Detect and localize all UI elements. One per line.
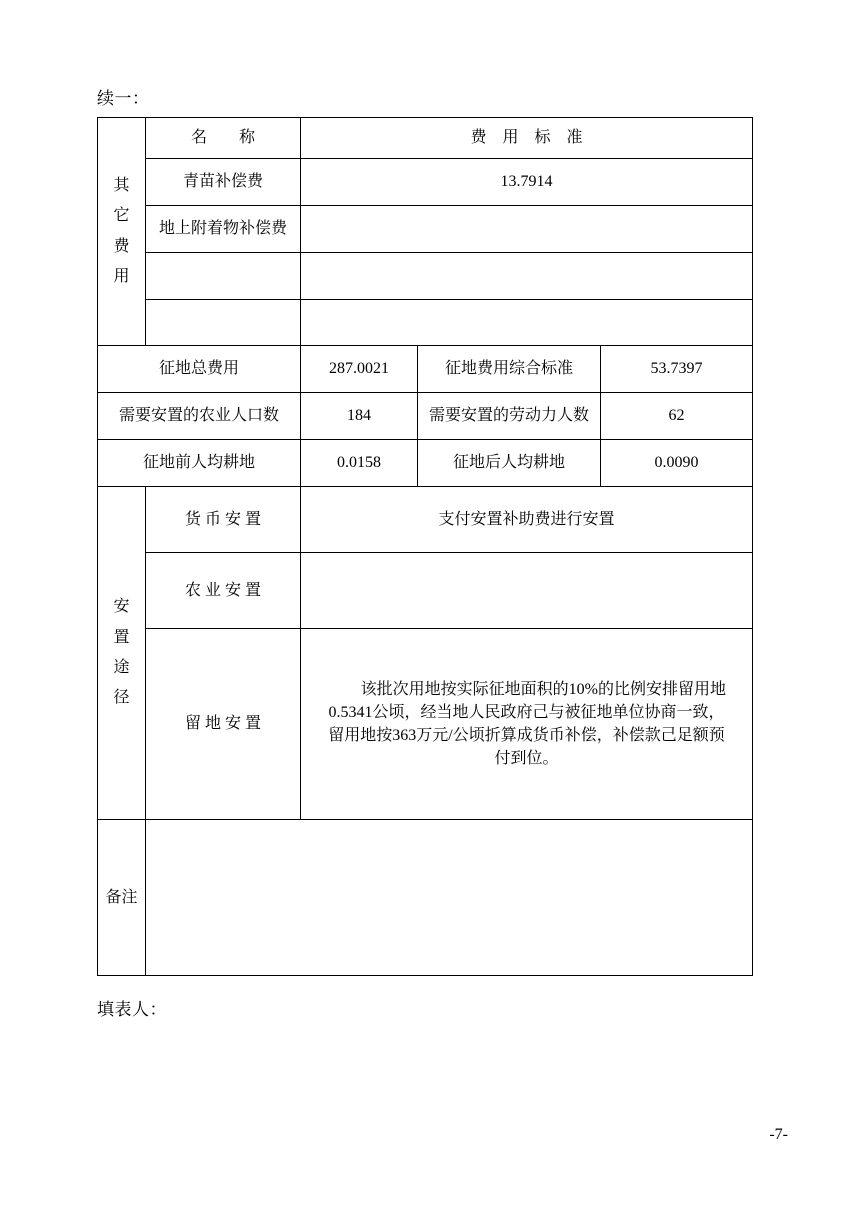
resettlement-row (98, 629, 753, 820)
resettlement-label-char-1: 安 (113, 598, 130, 616)
other-fees-row-label (98, 118, 146, 346)
summary-value-right: 53.7397 (601, 346, 753, 393)
resettlement-row-label (98, 487, 146, 820)
summary-value-right: 0.0090 (601, 440, 753, 487)
summary-label-right: 需要安置的劳动力人数 (418, 393, 601, 440)
resettlement-method-content (301, 629, 753, 820)
fee-name-cell (146, 300, 301, 346)
form-filler-label: 填表人： (97, 1000, 167, 1019)
resettlement-method-label: 农 业 安 置 (146, 553, 301, 629)
remarks-row (98, 820, 753, 976)
fee-name-cell (146, 253, 301, 300)
summary-label-left: 征地总费用 (98, 346, 301, 393)
paragraph-line-3: 留用地按363万元/公顷折算成货币补偿，补偿款己足额预 (328, 727, 725, 744)
summary-value-left: 184 (301, 393, 418, 440)
other-fees-row (98, 159, 753, 206)
summary-value-left: 287.0021 (301, 346, 418, 393)
remarks-content (146, 820, 753, 976)
resettlement-method-content (301, 553, 753, 629)
fee-standard-cell (301, 253, 753, 300)
other-fees-label-char-4: 用 (113, 267, 130, 285)
resettlement-method-content: 支付安置补助费进行安置 (301, 487, 753, 553)
other-fees-label-char-1: 其 (113, 176, 130, 194)
other-fees-label-char-2: 它 (113, 207, 130, 225)
resettlement-label-char-2: 置 (113, 628, 130, 646)
summary-label-right: 征地费用综合标准 (418, 346, 601, 393)
resettlement-method-label: 货 币 安 置 (146, 487, 301, 553)
resettlement-label-char-3: 途 (113, 659, 130, 676)
paragraph-line-4: 付到位。 (494, 750, 559, 768)
fee-standard-cell: 13.7914 (301, 159, 753, 206)
other-fees-header-row (98, 118, 753, 159)
fee-standard-cell (301, 300, 753, 346)
other-fees-name-column-header: 名 称 (146, 118, 301, 159)
other-fees-row (98, 253, 753, 300)
paragraph-line-2: 0.5341公顷，经当地人民政府己与被征地单位协商一致， (328, 703, 725, 721)
land-requisition-form-table (97, 117, 753, 976)
remarks-label: 备注 (98, 820, 146, 976)
resettlement-row (98, 487, 753, 553)
paragraph-line-1: 该批次用地按实际征地面积的10%的比例安排留用地 (360, 680, 726, 698)
fee-name-cell: 地上附着物补偿费 (146, 206, 301, 253)
summary-value-right: 62 (601, 393, 753, 440)
land-reserve-paragraph (301, 678, 752, 771)
other-fees-label-char-3: 费 (113, 237, 130, 255)
other-fees-row (98, 206, 753, 253)
summary-row (98, 346, 753, 393)
page-number: -7- (769, 1126, 788, 1143)
summary-value-left: 0.0158 (301, 440, 418, 487)
summary-label-left: 征地前人均耕地 (98, 440, 301, 487)
other-fees-row (98, 300, 753, 346)
summary-label-left: 需要安置的农业人口数 (98, 393, 301, 440)
resettlement-label-char-4: 径 (113, 689, 130, 707)
resettlement-row (98, 553, 753, 629)
resettlement-method-label: 留 地 安 置 (146, 629, 301, 820)
fee-standard-cell (301, 206, 753, 253)
summary-label-right: 征地后人均耕地 (418, 440, 601, 487)
fee-name-cell: 青苗补偿费 (146, 159, 301, 206)
continuation-label: 续一： (97, 89, 150, 108)
other-fees-standard-column-header: 费 用 标 准 (301, 118, 753, 159)
summary-row (98, 393, 753, 440)
summary-row (98, 440, 753, 487)
